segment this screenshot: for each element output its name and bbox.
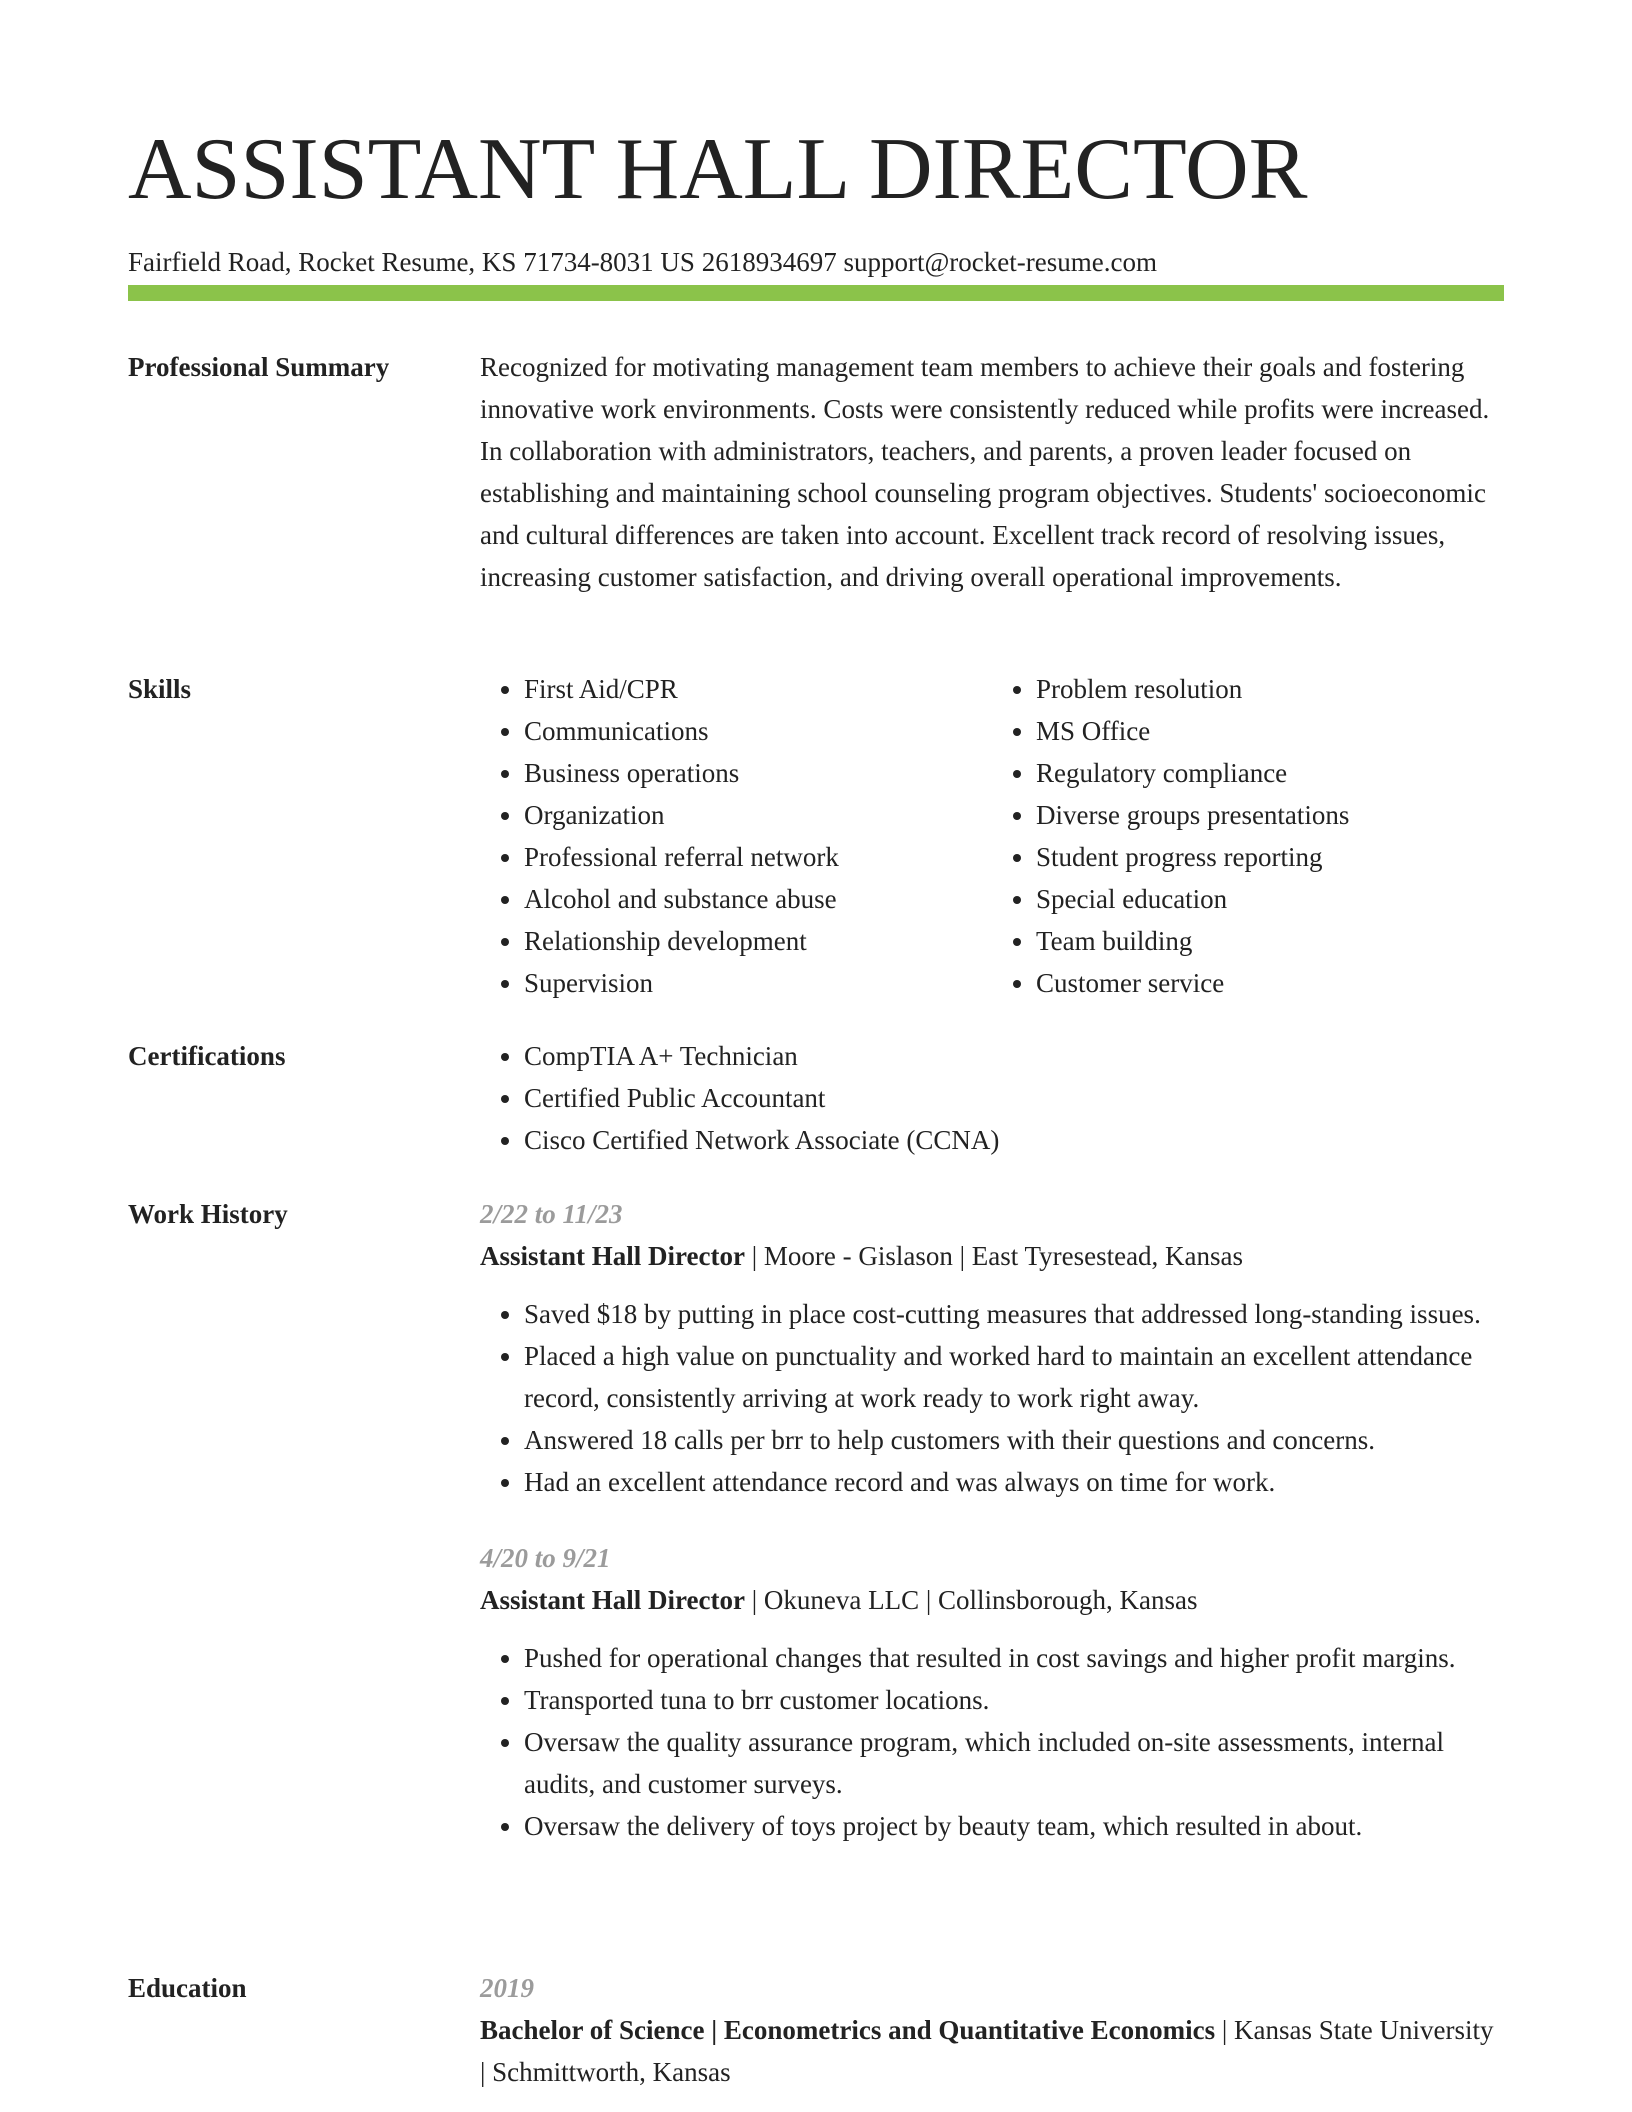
- education-section: [128, 1967, 1504, 2093]
- section-label-certifications: Certifications: [128, 1041, 286, 1071]
- summary-text: Recognized for motivating management team members to achieve their goals and fostering innovative work environments. Costs were consistently reduced while profits were increased. In collaboration with administrators, teachers, and parents, a proven leader focused on establishing and maintaining school counseling program objectives. Students' socioeconomic and cultural differences are taken into account. Excellent track record of resolving issues, increasing customer satisfaction, and driving overall operational improvements.: [480, 352, 1490, 592]
- job-bullet: • Transported tuna to brr customer locations.: [524, 1679, 1504, 1721]
- certification-item: • Cisco Certified Network Associate (CCNA): [524, 1119, 1504, 1161]
- certifications-list: [480, 1035, 1504, 1161]
- job-entry: [480, 1193, 1504, 1503]
- resume-header: [128, 118, 1504, 280]
- job-bullet: • Saved $18 by putting in place cost-cutting measures that addressed long-standing issues.: [524, 1293, 1504, 1335]
- skill-item: • Communications: [524, 710, 992, 752]
- skill-item: • Student progress reporting: [1036, 836, 1504, 878]
- skill-item: • Professional referral network: [524, 836, 992, 878]
- summary-section: [128, 346, 1504, 598]
- skill-item: • Team building: [1036, 920, 1504, 962]
- job-title: Assistant Hall Director: [480, 1585, 745, 1615]
- job-bullet: • Oversaw the delivery of toys project by beauty team, which resulted in about.: [524, 1805, 1504, 1847]
- section-label-work-history: Work History: [128, 1199, 288, 1229]
- education-heading: [480, 2009, 1504, 2093]
- job-bullets: [480, 1293, 1504, 1503]
- job-heading: [480, 1579, 1504, 1621]
- skill-item: • Special education: [1036, 878, 1504, 920]
- accent-divider: [128, 285, 1504, 301]
- work-history-section: [128, 1193, 1504, 1847]
- skills-list-left: [480, 668, 992, 1004]
- job-title: Assistant Hall Director: [480, 1241, 745, 1271]
- degree-title: Bachelor of Science | Econometrics and Quantitative Economics: [480, 2015, 1216, 2045]
- job-bullets: [480, 1637, 1504, 1847]
- job-bullet: • Oversaw the quality assurance program, which included on-site assessments, internal audits, and customer surveys.: [524, 1721, 1504, 1805]
- section-label-education: Education: [128, 1973, 247, 2003]
- contact-line: Fairfield Road, Rocket Resume, KS 71734-8031 US 2618934697 support@rocket-resume.com: [128, 247, 1157, 277]
- job-entry: [480, 1537, 1504, 1847]
- certification-item: • CompTIA A+ Technician: [524, 1035, 1504, 1077]
- skill-item: • Regulatory compliance: [1036, 752, 1504, 794]
- education-year: 2019: [480, 1973, 534, 2003]
- job-bullet: • Placed a high value on punctuality and worked hard to maintain an excellent attendance record, consistently arriving at work ready to work right away.: [524, 1335, 1504, 1419]
- skill-item: • Customer service: [1036, 962, 1504, 1004]
- job-details: | Okuneva LLC | Collinsborough, Kansas: [744, 1585, 1198, 1615]
- job-dates: 4/20 to 9/21: [480, 1543, 611, 1573]
- skill-item: • Business operations: [524, 752, 992, 794]
- job-dates: 2/22 to 11/23: [480, 1199, 623, 1229]
- skill-item: • Relationship development: [524, 920, 992, 962]
- job-heading: [480, 1235, 1504, 1277]
- resume-title: ASSISTANT HALL DIRECTOR: [128, 121, 1308, 218]
- education-details: | Kansas State University | Schmittworth, Kansas: [480, 2015, 1494, 2087]
- skill-item: • MS Office: [1036, 710, 1504, 752]
- job-details: | Moore - Gislason | East Tyresestead, Kansas: [744, 1241, 1244, 1271]
- skills-section: [128, 668, 1504, 1004]
- skill-item: • Problem resolution: [1036, 668, 1504, 710]
- section-label-summary: Professional Summary: [128, 352, 390, 382]
- skill-item: • Supervision: [524, 962, 992, 1004]
- certifications-section: [128, 1035, 1504, 1161]
- skill-item: • First Aid/CPR: [524, 668, 992, 710]
- job-bullet: • Answered 18 calls per brr to help customers with their questions and concerns.: [524, 1419, 1504, 1461]
- skill-item: • Diverse groups presentations: [1036, 794, 1504, 836]
- job-bullet: • Pushed for operational changes that resulted in cost savings and higher profit margins.: [524, 1637, 1504, 1679]
- certification-item: • Certified Public Accountant: [524, 1077, 1504, 1119]
- skill-item: • Alcohol and substance abuse: [524, 878, 992, 920]
- skills-list-right: [992, 668, 1504, 1004]
- section-label-skills: Skills: [128, 674, 192, 704]
- skill-item: • Organization: [524, 794, 992, 836]
- job-bullet: • Had an excellent attendance record and was always on time for work.: [524, 1461, 1504, 1503]
